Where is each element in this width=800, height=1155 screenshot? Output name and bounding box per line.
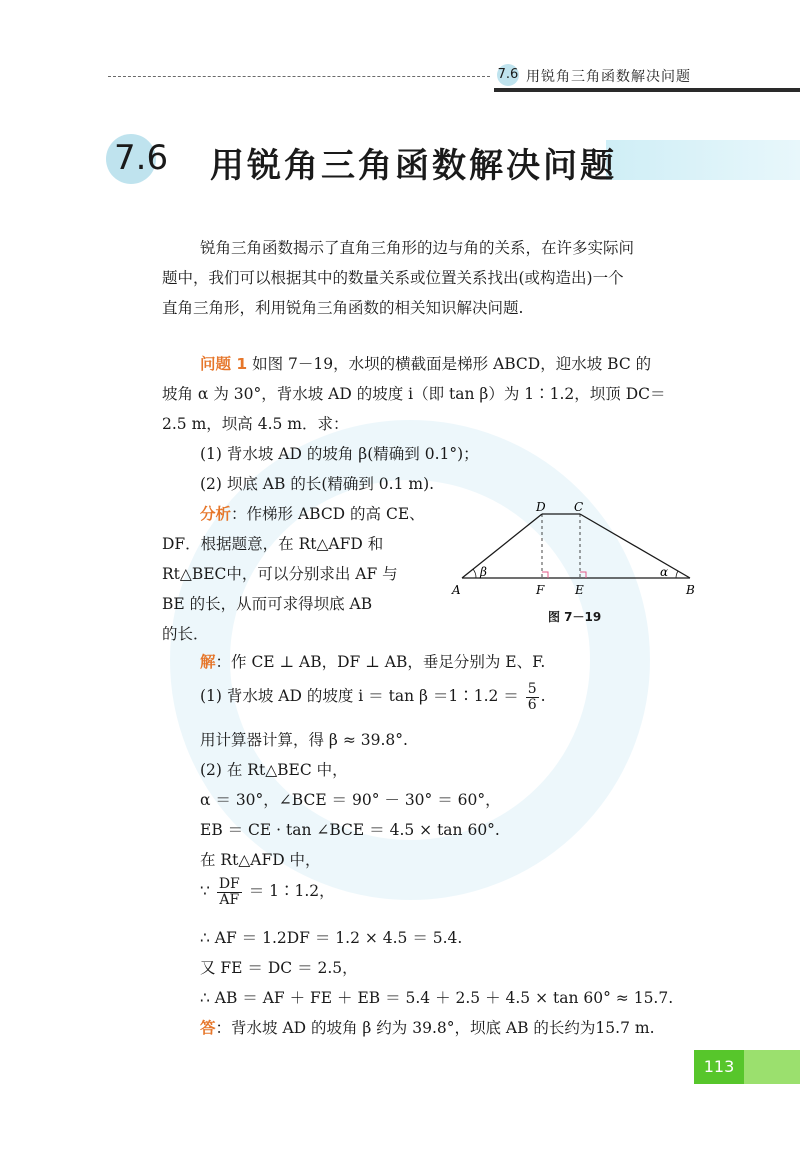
header-dashed-line <box>108 76 490 77</box>
solution-line-7-suffix: ＝ 1∶1.2， <box>248 882 335 900</box>
answer-line <box>200 1013 760 1043</box>
intro-line-2: 题中，我们可以根据其中的数量关系或位置关系找出(或构造出)一个 <box>162 269 624 287</box>
side-bc <box>580 514 690 578</box>
solution-line-9: 又 FE ＝ DC ＝ 2.5， <box>200 959 358 977</box>
section-number: 7.6 <box>114 138 169 178</box>
label-c: C <box>574 500 584 514</box>
section-title-band <box>606 140 800 180</box>
figure-caption: 图 7－19 <box>548 610 602 624</box>
header-underline <box>494 88 800 92</box>
solution-line-7 <box>200 876 760 908</box>
section-title: 用锐角三角函数解决问题 <box>210 146 617 186</box>
label-alpha: α <box>660 565 669 579</box>
problem-label: 问题 1 <box>200 355 248 373</box>
solution-line-8: ∴ AF ＝ 1.2DF ＝ 1.2 × 4.5 ＝ 5.4. <box>200 929 463 947</box>
analysis-line-4: BE 的长，从而可求得坝底 AB <box>162 595 373 613</box>
label-f: F <box>536 583 545 597</box>
analysis-line-3: Rt△BEC中，可以分别求出 AF 与 <box>162 565 398 583</box>
because-symbol: ∵ <box>200 882 210 900</box>
answer-text: ：背水坡 AD 的坡角 β 约为 39.8°，坝底 AB 的长约为15.7 m. <box>215 1019 655 1037</box>
fraction-df-af <box>217 877 242 908</box>
analysis-line-2: DF．根据题意，在 Rt△AFD 和 <box>162 535 384 553</box>
solution-line-1 <box>200 681 760 713</box>
solution-line-6: 在 Rt△AFD 中， <box>200 851 321 869</box>
solution-line-0 <box>200 647 760 677</box>
question-1: (1) 背水坡 AD 的坡角 β(精确到 0.1°)； <box>200 445 479 463</box>
right-angle-e <box>580 572 586 578</box>
angle-alpha-arc <box>676 571 678 578</box>
problem-line-1 <box>200 349 760 379</box>
solution-line-10: ∴ AB ＝ AF ＋ FE ＋ EB ＝ 5.4 ＋ 2.5 ＋ 4.5 × tan 60° ≈ 15.7. <box>200 989 674 1007</box>
right-angle-f <box>542 572 548 578</box>
problem-line-3: 2.5 m，坝高 4.5 m．求： <box>162 415 349 433</box>
page-number: 113 <box>694 1050 744 1084</box>
solution-text-0: ：作 CE ⊥ AB，DF ⊥ AB，垂足分别为 E、F. <box>215 653 546 671</box>
intro-line-3: 直角三角形，利用锐角三角函数的相关知识解决问题. <box>162 299 524 317</box>
fraction-denominator-af: AF <box>219 891 240 908</box>
intro-line-1: 锐角三角函数揭示了直角三角形的边与角的关系，在许多实际问 <box>200 239 635 257</box>
fraction-denominator: 6 <box>527 696 537 713</box>
analysis-line-5: 的长． <box>162 625 209 643</box>
solution-line-3: (2) 在 Rt△BEC 中， <box>200 761 348 779</box>
fraction-5-6 <box>526 682 539 713</box>
answer-label: 答 <box>200 1019 216 1037</box>
header-section-title: 用锐角三角函数解决问题 <box>526 69 691 85</box>
trapezoid-diagram <box>450 500 710 605</box>
fraction-numerator: 5 <box>527 680 537 697</box>
label-beta: β <box>480 565 487 579</box>
page-number-bar <box>744 1050 800 1084</box>
angle-beta-arc <box>473 569 476 578</box>
solution-line-2: 用计算器计算，得 β ≈ 39.8°. <box>200 731 408 749</box>
label-d: D <box>536 500 546 514</box>
side-ad <box>462 514 542 578</box>
analysis-text-1: ：作梯形 ABCD 的高 CE、 <box>231 505 425 523</box>
solution-label: 解 <box>200 653 216 671</box>
solution-line-1-suffix: . <box>540 687 546 705</box>
fraction-numerator-df: DF <box>218 875 240 892</box>
analysis-label: 分析 <box>200 505 232 523</box>
header-section-number: 7.6 <box>497 64 519 86</box>
solution-line-1-prefix: (1) 背水坡 AD 的坡度 i ＝ tan β ＝1∶1.2 ＝ <box>200 687 519 705</box>
label-b: B <box>686 583 695 597</box>
solution-line-5: EB ＝ CE · tan ∠BCE ＝ 4.5 × tan 60°. <box>200 821 500 839</box>
label-e: E <box>575 583 584 597</box>
problem-line-2: 坡角 α 为 30°，背水坡 AD 的坡度 i（即 tan β）为 1∶1.2，坝顶 DC＝ <box>162 385 666 403</box>
solution-line-4: α ＝ 30°，∠BCE ＝ 90° － 30° ＝ 60°， <box>200 791 501 809</box>
label-a: A <box>452 583 461 597</box>
question-2: (2) 坝底 AB 的长(精确到 0.1 m). <box>200 475 435 493</box>
problem-text-1: 如图 7－19，水坝的横截面是梯形 ABCD，迎水坡 BC 的 <box>252 355 652 373</box>
